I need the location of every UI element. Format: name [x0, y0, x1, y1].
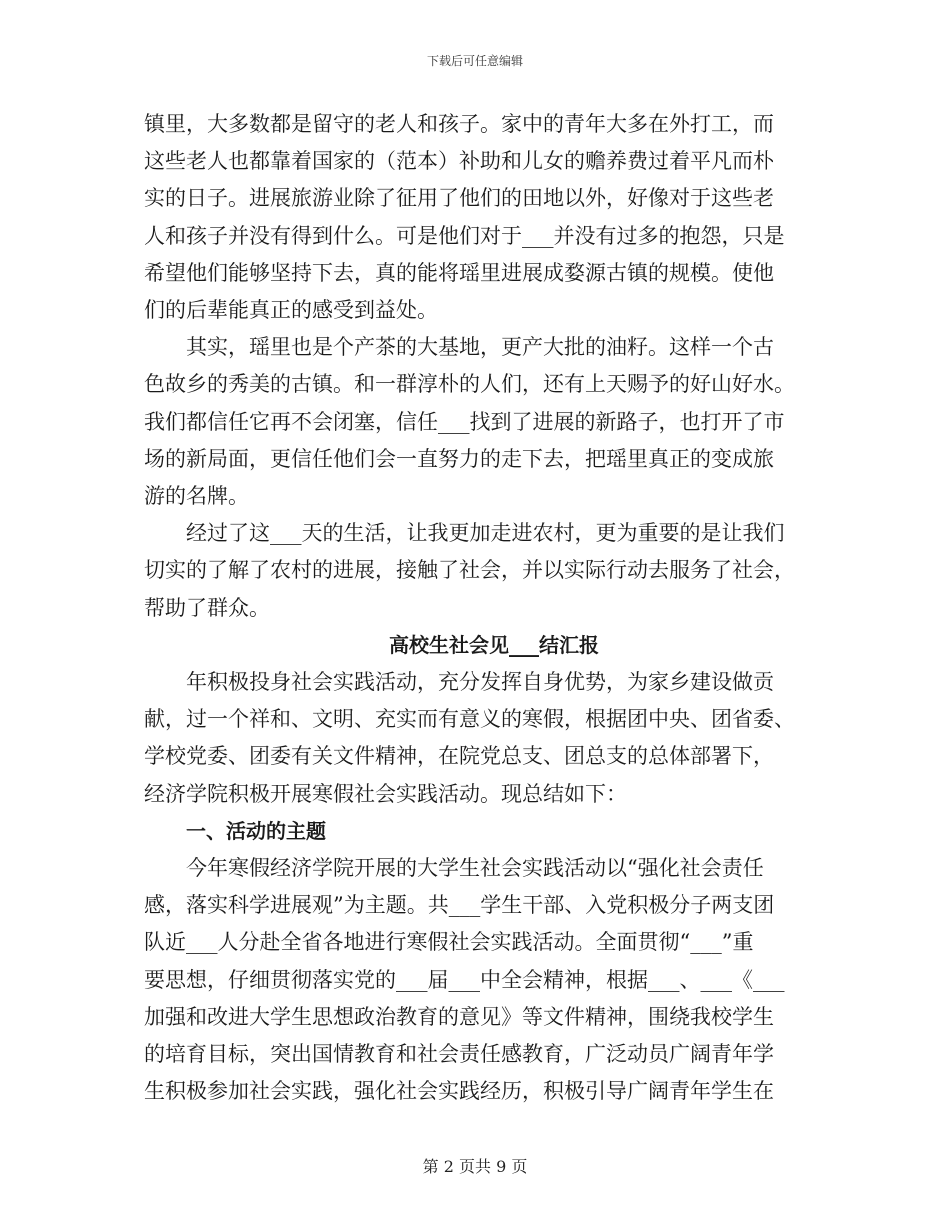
text-line: 经济学院积极开展寒假社会实践活动。现总结如下：	[144, 781, 627, 806]
text-line: 切实的了解了农村的进展，接触了社会，并以实际行动去服务了社会，	[144, 558, 795, 583]
text-line: 场的新局面，更信任他们会一直努力的走下去，把瑶里真正的变成旅	[144, 446, 774, 471]
subsection-heading: 一、活动的主题	[186, 818, 326, 843]
text-line: 人和孩子并没有得到什么。可是他们对于___并没有过多的抱怨，只是	[144, 223, 785, 248]
paragraph-2	[144, 329, 804, 515]
page-footer: 第 2 页共 9 页	[422, 1157, 528, 1176]
text-line: 经过了这___天的生活，让我更加走进农村，更为重要的是让我们	[186, 521, 785, 546]
text-line: 游的名牌。	[144, 484, 249, 509]
text-line: 我们都信任它再不会闭塞，信任___找到了进展的新路子，也打开了市	[144, 409, 785, 434]
text-line: 其实，瑶里也是个产茶的大基地，更产大批的油籽。这样一个古	[186, 335, 774, 360]
section-title: 高校生社会见___结汇报	[389, 632, 599, 657]
text-line: 年积极投身社会实践活动，充分发挥自身优势，为家乡建设做贡	[186, 670, 774, 695]
text-line: 镇里，大多数都是留守的老人和孩子。家中的青年大多在外打工，而	[144, 112, 774, 136]
text-line: 队近___人分赴全省各地进行寒假社会实践活动。全面贯彻“___”重	[144, 930, 754, 955]
paragraph-5	[144, 850, 804, 1110]
page-header: 下载后可任意编辑	[426, 54, 523, 68]
text-line: 加强和改进大学生思想政治教育的意见》等文件精神，围绕我校学生	[144, 1004, 774, 1029]
text-line: 帮助了群众。	[144, 595, 270, 620]
text-line: 今年寒假经济学院开展的大学生社会实践活动以“强化社会责任	[186, 856, 764, 881]
text-line: 学校党委、团委有关文件精神，在院党总支、团总支的总体部署下，	[144, 744, 774, 769]
document-body	[144, 106, 804, 1110]
text-line: 的培育目标，突出国情教育和社会责任感教育，广泛动员广阔青年学	[144, 1042, 774, 1067]
text-line: 实的日子。进展旅游业除了征用了他们的田地以外，好像对于这些老	[144, 186, 774, 211]
text-line: 生积极参加社会实践，强化社会实践经历，积极引导广阔青年学生在	[144, 1079, 774, 1104]
text-line: 这些老人也都靠着国家的（范本）补助和儿女的赡养费过着平凡而朴	[144, 149, 774, 174]
paragraph-4	[144, 664, 804, 813]
paragraph-3	[144, 515, 804, 627]
text-line: 要思想，仔细贯彻落实党的___届___中全会精神，根据___、___《___	[144, 967, 785, 992]
text-line: 希望他们能够坚持下去，真的能将瑶里进展成婺源古镇的规模。使他	[144, 260, 774, 285]
text-line: 感，落实科学进展观”为主题。共___学生干部、入党积极分子两支团	[144, 893, 775, 918]
text-line: 色故乡的秀美的古镇。和一群淳朴的人们，还有上天赐予的好山好水。	[144, 372, 795, 397]
text-line: 们的后辈能真正的感受到益处。	[144, 298, 438, 323]
text-line: 献，过一个祥和、文明、充实而有意义的寒假，根据团中央、团省委、	[144, 707, 795, 732]
paragraph-1	[144, 106, 804, 329]
